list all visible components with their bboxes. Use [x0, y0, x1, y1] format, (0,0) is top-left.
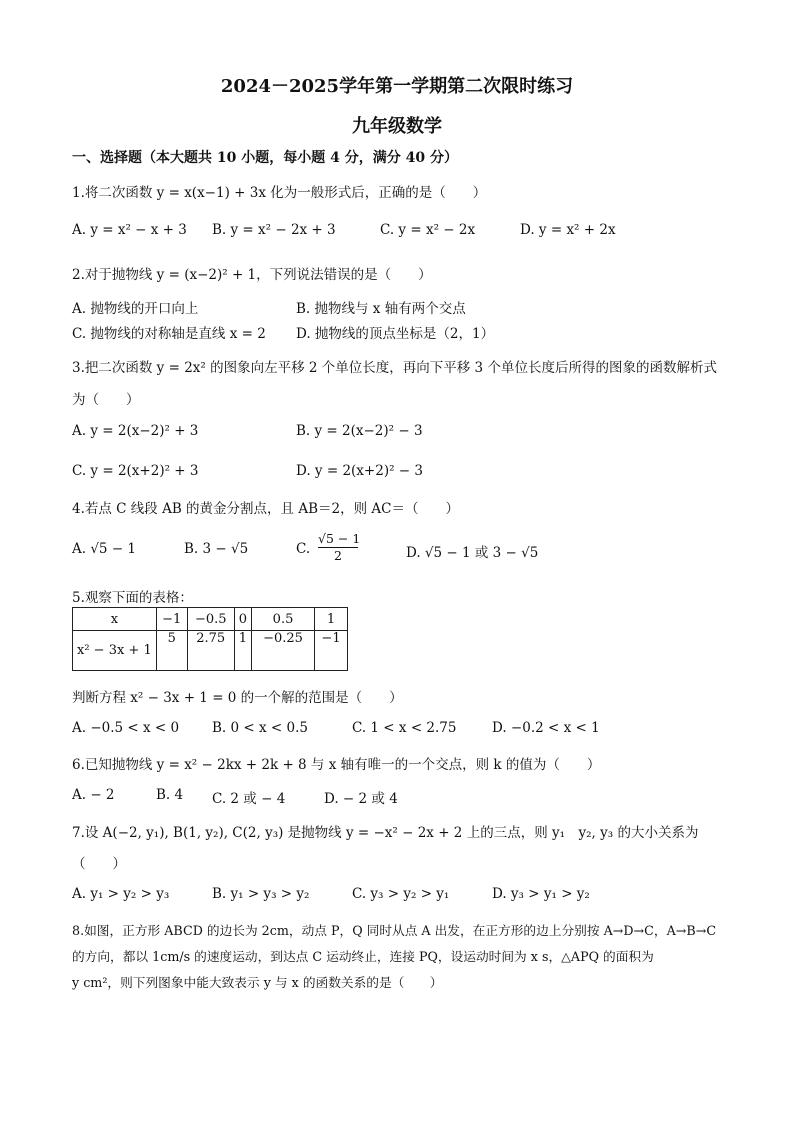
- fraction-numerator: √5 − 1: [318, 531, 361, 546]
- table-cell: −1: [156, 608, 187, 631]
- question-1-stem: 1.将二次函数 y = x(x−1) + 3x 化为一般形式后，正确的是（ ）: [72, 185, 487, 201]
- question-7-option-a: A. y₁ > y₂ > y₃: [72, 886, 170, 902]
- question-2-option-c: C. 抛物线的对称轴是直线 x = 2: [72, 326, 266, 342]
- table-cell: −0.25: [252, 631, 315, 671]
- question-4-option-a: A. √5 − 1: [72, 541, 137, 557]
- question-6-option-b: B. 4: [156, 787, 184, 803]
- question-5-option-b: B. 0 < x < 0.5: [212, 720, 308, 736]
- question-3-option-b: B. y = 2(x−2)² − 3: [296, 423, 423, 439]
- question-8-stem-continued: 的方向，都以 1cm/s 的速度运动，到达点 C 运动终止，连接 PQ，设运动时间为 x s，△APQ 的面积为: [72, 949, 654, 964]
- question-3-stem: 3.把二次函数 y = 2x² 的图象向左平移 2 个单位长度，再向下平移 3 个单位长度后所得的图象的函数解析式: [72, 360, 717, 376]
- question-4-option-c-fraction: [318, 531, 361, 563]
- table-cell: 1: [315, 608, 348, 631]
- question-7-option-d: D. y₃ > y₁ > y₂: [492, 886, 590, 902]
- page-subtitle: 九年级数学: [352, 116, 442, 137]
- table-row: [73, 631, 348, 671]
- table-row: [73, 608, 348, 631]
- question-6-option-d: D. − 2 或 4: [324, 791, 398, 807]
- question-3-stem-continued: 为（ ）: [72, 392, 140, 408]
- question-1-option-b: B. y = x² − 2x + 3: [212, 222, 336, 238]
- table-cell: 2.75: [187, 631, 234, 671]
- question-7-stem-continued: （ ）: [72, 856, 126, 872]
- fraction-denominator: 2: [334, 548, 342, 563]
- question-5-option-d: D. −0.2 < x < 1: [492, 720, 600, 736]
- question-7-option-b: B. y₁ > y₃ > y₂: [212, 886, 310, 902]
- table-cell: −0.5: [187, 608, 234, 631]
- question-5-option-c: C. 1 < x < 2.75: [352, 720, 457, 736]
- question-1-option-a: A. y = x² − x + 3: [72, 222, 187, 238]
- question-6-option-c: C. 2 或 − 4: [212, 791, 286, 807]
- section-heading: 一、选择题（本大题共 10 小题，每小题 4 分，满分 40 分）: [72, 150, 458, 166]
- question-6-stem: 6.已知抛物线 y = x² − 2kx + 2k + 8 与 x 轴有唯一的一个交点，则 k 的值为（ ）: [72, 757, 601, 773]
- question-2-stem: 2.对于抛物线 y = (x−2)² + 1，下列说法错误的是（ ）: [72, 267, 432, 283]
- question-2-option-a: A. 抛物线的开口向上: [72, 301, 199, 317]
- question-3-option-a: A. y = 2(x−2)² + 3: [72, 423, 199, 439]
- question-4-stem: 4.若点 C 线段 AB 的黄金分割点，且 AB＝2，则 AC＝（ ）: [72, 501, 459, 517]
- question-7-option-c: C. y₃ > y₂ > y₁: [352, 886, 450, 902]
- question-2-option-d: D. 抛物线的顶点坐标是（2，1）: [296, 326, 495, 342]
- table-cell: 1: [234, 631, 251, 671]
- table-cell: 5: [156, 631, 187, 671]
- question-8-stem-continued-2: y cm²，则下列图象中能大致表示 y 与 x 的函数关系的是（ ）: [72, 975, 443, 990]
- question-3-option-d: D. y = 2(x+2)² − 3: [296, 463, 423, 479]
- table-cell: x: [73, 608, 157, 631]
- question-8-stem: 8.如图，正方形 ABCD 的边长为 2cm，动点 P，Q 同时从点 A 出发，在正方形的边上分别按 A→D→C，A→B→C: [72, 923, 717, 938]
- page-title: 2024－2025学年第一学期第二次限时练习: [220, 76, 574, 97]
- table-cell: 0: [234, 608, 251, 631]
- table-cell: x² − 3x + 1: [73, 631, 157, 671]
- question-2-option-b: B. 抛物线与 x 轴有两个交点: [296, 301, 466, 317]
- question-7-stem: 7.设 A(−2, y₁), B(1, y₂), C(2, y₃) 是抛物线 y = −x² − 2x + 2 上的三点，则 y₁ y₂, y₃ 的大小关系为: [72, 825, 699, 841]
- question-1-option-d: D. y = x² + 2x: [520, 222, 616, 238]
- question-6-option-a: A. − 2: [72, 787, 115, 803]
- question-5-stem: 5.观察下面的表格：: [72, 590, 193, 606]
- question-5-stem-continued: 判断方程 x² − 3x + 1 = 0 的一个解的范围是（ ）: [72, 690, 403, 706]
- question-4-option-c: C.: [296, 541, 311, 557]
- table-cell: 0.5: [252, 608, 315, 631]
- question-4-option-b: B. 3 − √5: [184, 541, 249, 557]
- question-5-option-a: A. −0.5 < x < 0: [72, 720, 180, 736]
- value-table: [72, 607, 348, 671]
- question-3-option-c: C. y = 2(x+2)² + 3: [72, 463, 199, 479]
- table-cell: −1: [315, 631, 348, 671]
- question-1-option-c: C. y = x² − 2x: [380, 222, 476, 238]
- question-4-option-d: D. √5 − 1 或 3 − √5: [406, 545, 539, 561]
